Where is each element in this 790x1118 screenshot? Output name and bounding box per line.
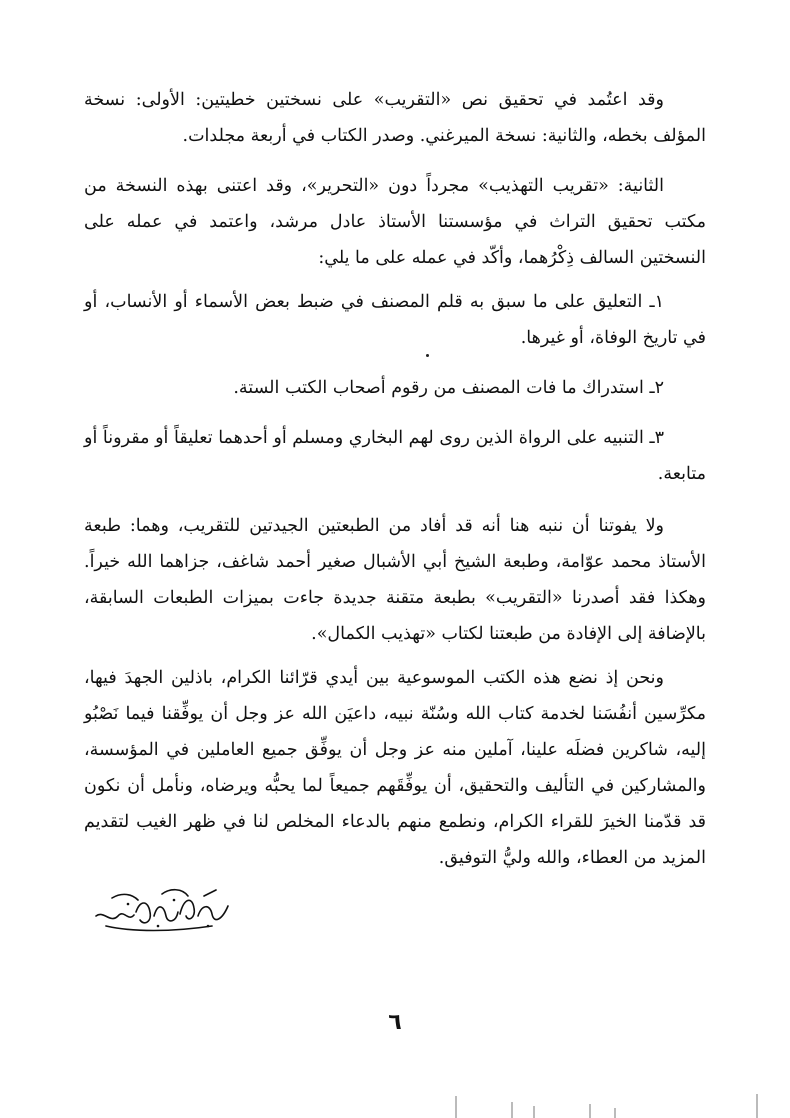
paragraph-closing <box>84 660 706 876</box>
paragraph-editions <box>84 508 706 652</box>
paragraph-second-edition <box>84 168 706 276</box>
list-item-text: ٢ـ استدراك ما فات المصنف من رقوم أصحاب الكتب الستة. <box>233 378 664 398</box>
calligraphic-signature <box>92 882 232 936</box>
paragraph-text: ولا يفوتنا أن ننبه هنا أنه قد أفاد من الطبعتين الجيدتين للتقريب، وهما: طبعة الأستاذ محمد عوّامة، وطبعة الشيخ أبي الأشبال صغير أحمد شاغف، جزاهما الله خيراً. وهكذا فقد أصدرنا «التقريب» بطبعة متقنة جديدة جاءت بميزات الطبعات السابقة، بالإضافة إلى الإفادة من طبعتنا لكتاب «تهذيب الكمال». <box>84 516 706 644</box>
list-item-text: ١ـ التعليق على ما سبق به قلم المصنف في ضبط بعض الأسماء أو الأنساب، أو في تاريخ الوفاة، أو غيرها. <box>84 292 706 348</box>
page-number: ٦ <box>388 1010 402 1035</box>
list-item-text: ٣ـ التنبيه على الرواة الذين روى لهم البخاري ومسلم أو أحدهما تعليقاً أو مقروناً أو متابعة. <box>84 428 706 484</box>
scan-dot <box>426 354 429 357</box>
list-item-1 <box>84 284 706 356</box>
scan-edge-marks <box>0 1088 790 1118</box>
paragraph-manuscripts <box>84 82 706 154</box>
list-item-3 <box>84 420 706 492</box>
paragraph-text: ونحن إذ نضع هذه الكتب الموسوعية بين أيدي قرّائنا الكرام، باذلين الجهدَ فيها، مكرِّسين أنفُسَنا لخدمة كتاب الله وسُنّة نبيه، داعيَن الله عز وجل أن يوفِّقنا فيما نَصْبُو إليه، شاكرين فضلَه علينا، آملين منه عز وجل أن يوفِّق جميع العاملين في المؤسسة، والمشاركين في التأليف والتحقيق، أن يوفِّقَهم جميعاً لما يحبُّه ويرضاه، ونأمل أن نكون قد قدّمنا الخيرَ للقراء الكرام، ونطمع منهم بالدعاء المخلص لنا في ظهر الغيب لتقديم المزيد من العطاء، والله وليُّ التوفيق. <box>84 668 706 868</box>
paragraph-text: الثانية: «تقريب التهذيب» مجرداً دون «التحرير»، وقد اعتنى بهذه النسخة من مكتب تحقيق التراث في مؤسستنا الأستاذ عادل مرشد، واعتمد في عمله على النسختين السالف ذِكْرُهما، وأكّد في عمله على ما يلي: <box>84 176 706 268</box>
paragraph-text: وقد اعتُمد في تحقيق نص «التقريب» على نسختين خطيتين: الأولى: نسخة المؤلف بخطه، والثانية: نسخة الميرغني. وصدر الكتاب في أربعة مجلدات. <box>84 90 706 146</box>
list-item-2 <box>84 370 706 406</box>
